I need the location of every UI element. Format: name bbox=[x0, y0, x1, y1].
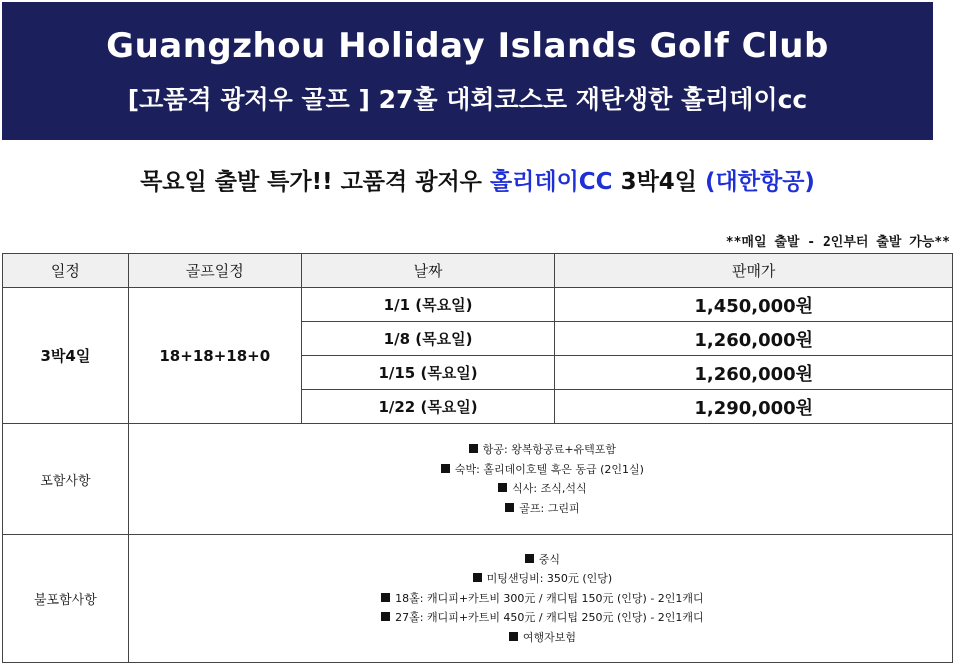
list-item bbox=[133, 440, 952, 460]
bullet-square-icon bbox=[525, 554, 534, 563]
included-list bbox=[133, 440, 952, 518]
list-item bbox=[133, 628, 952, 648]
header-itinerary: 일정 bbox=[3, 254, 129, 288]
date-cell: 1/15 (목요일) bbox=[301, 356, 555, 390]
price-cell: 1,260,000원 bbox=[555, 356, 953, 390]
departure-note: **매일 출발 - 2인부터 출발 가능** bbox=[725, 235, 950, 250]
itinerary-cell: 3박4일 bbox=[3, 288, 129, 424]
header-price: 판매가 bbox=[555, 254, 953, 288]
price-cell: 1,260,000원 bbox=[555, 322, 953, 356]
included-item: 숙박: 홀리데이호텔 혹은 동급 (2인1실) bbox=[454, 462, 644, 476]
list-item bbox=[133, 499, 952, 519]
included-list-cell bbox=[128, 424, 952, 535]
excluded-item: 여행자보험 bbox=[522, 630, 576, 644]
golf-schedule-cell: 18+18+18+0 bbox=[128, 288, 301, 424]
excluded-item: 18홀: 캐디피+카트비 300元 / 캐디팁 150元 (인당) - 2인1캐디 bbox=[395, 591, 704, 605]
included-row bbox=[3, 424, 953, 535]
included-label: 포함사항 bbox=[3, 424, 129, 535]
banner-title: Guangzhou Holiday Islands Golf Club bbox=[106, 26, 829, 66]
price-table bbox=[2, 253, 953, 663]
header-date: 날짜 bbox=[301, 254, 555, 288]
included-item: 항공: 왕복항공료+유텍포함 bbox=[482, 443, 617, 456]
date-cell: 1/1 (목요일) bbox=[301, 288, 555, 322]
bullet-square-icon bbox=[381, 612, 390, 621]
table-header-row bbox=[3, 254, 953, 288]
header-golf-schedule: 골프일정 bbox=[128, 254, 301, 288]
title-banner bbox=[2, 2, 933, 140]
excluded-item: 27홀: 캐디피+카트비 450元 / 캐디팁 250元 (인당) - 2인1캐디 bbox=[395, 611, 704, 625]
excluded-list-cell bbox=[128, 535, 952, 663]
banner-subtitle: [고품격 광저우 골프 ] 27홀 대회코스로 재탄생한 홀리데이cc bbox=[127, 85, 808, 114]
excluded-list bbox=[133, 550, 952, 648]
table-row bbox=[3, 288, 953, 322]
date-cell: 1/22 (목요일) bbox=[301, 390, 555, 424]
list-item bbox=[133, 460, 952, 480]
list-item bbox=[133, 608, 952, 628]
list-item bbox=[133, 550, 952, 570]
list-item bbox=[133, 479, 952, 499]
included-item: 골프: 그린피 bbox=[519, 501, 580, 515]
promo-text-2: 홀리데이CC bbox=[489, 169, 613, 195]
excluded-label: 불포함사항 bbox=[3, 535, 129, 663]
excluded-item: 중식 bbox=[538, 552, 561, 566]
promo-headline bbox=[0, 163, 955, 196]
bullet-square-icon bbox=[509, 632, 518, 641]
price-cell: 1,290,000원 bbox=[555, 390, 953, 424]
promo-text-3: 3박4일 bbox=[612, 169, 706, 195]
bullet-square-icon bbox=[473, 573, 482, 582]
bullet-square-icon bbox=[381, 593, 390, 602]
bullet-square-icon bbox=[498, 483, 507, 492]
promo-text-4: (대한항공) bbox=[705, 169, 815, 195]
date-cell: 1/8 (목요일) bbox=[301, 322, 555, 356]
bullet-square-icon bbox=[505, 503, 514, 512]
list-item bbox=[133, 569, 952, 589]
bullet-square-icon bbox=[469, 444, 478, 453]
price-cell: 1,450,000원 bbox=[555, 288, 953, 322]
excluded-row bbox=[3, 535, 953, 663]
bullet-square-icon bbox=[441, 464, 450, 473]
excluded-item: 미팅샌딩비: 350元 (인당) bbox=[486, 572, 613, 586]
list-item bbox=[133, 589, 952, 609]
promo-text-1: 목요일 출발 특가!! 고품격 광저우 bbox=[140, 169, 490, 195]
included-item: 식사: 조식,석식 bbox=[512, 482, 587, 495]
